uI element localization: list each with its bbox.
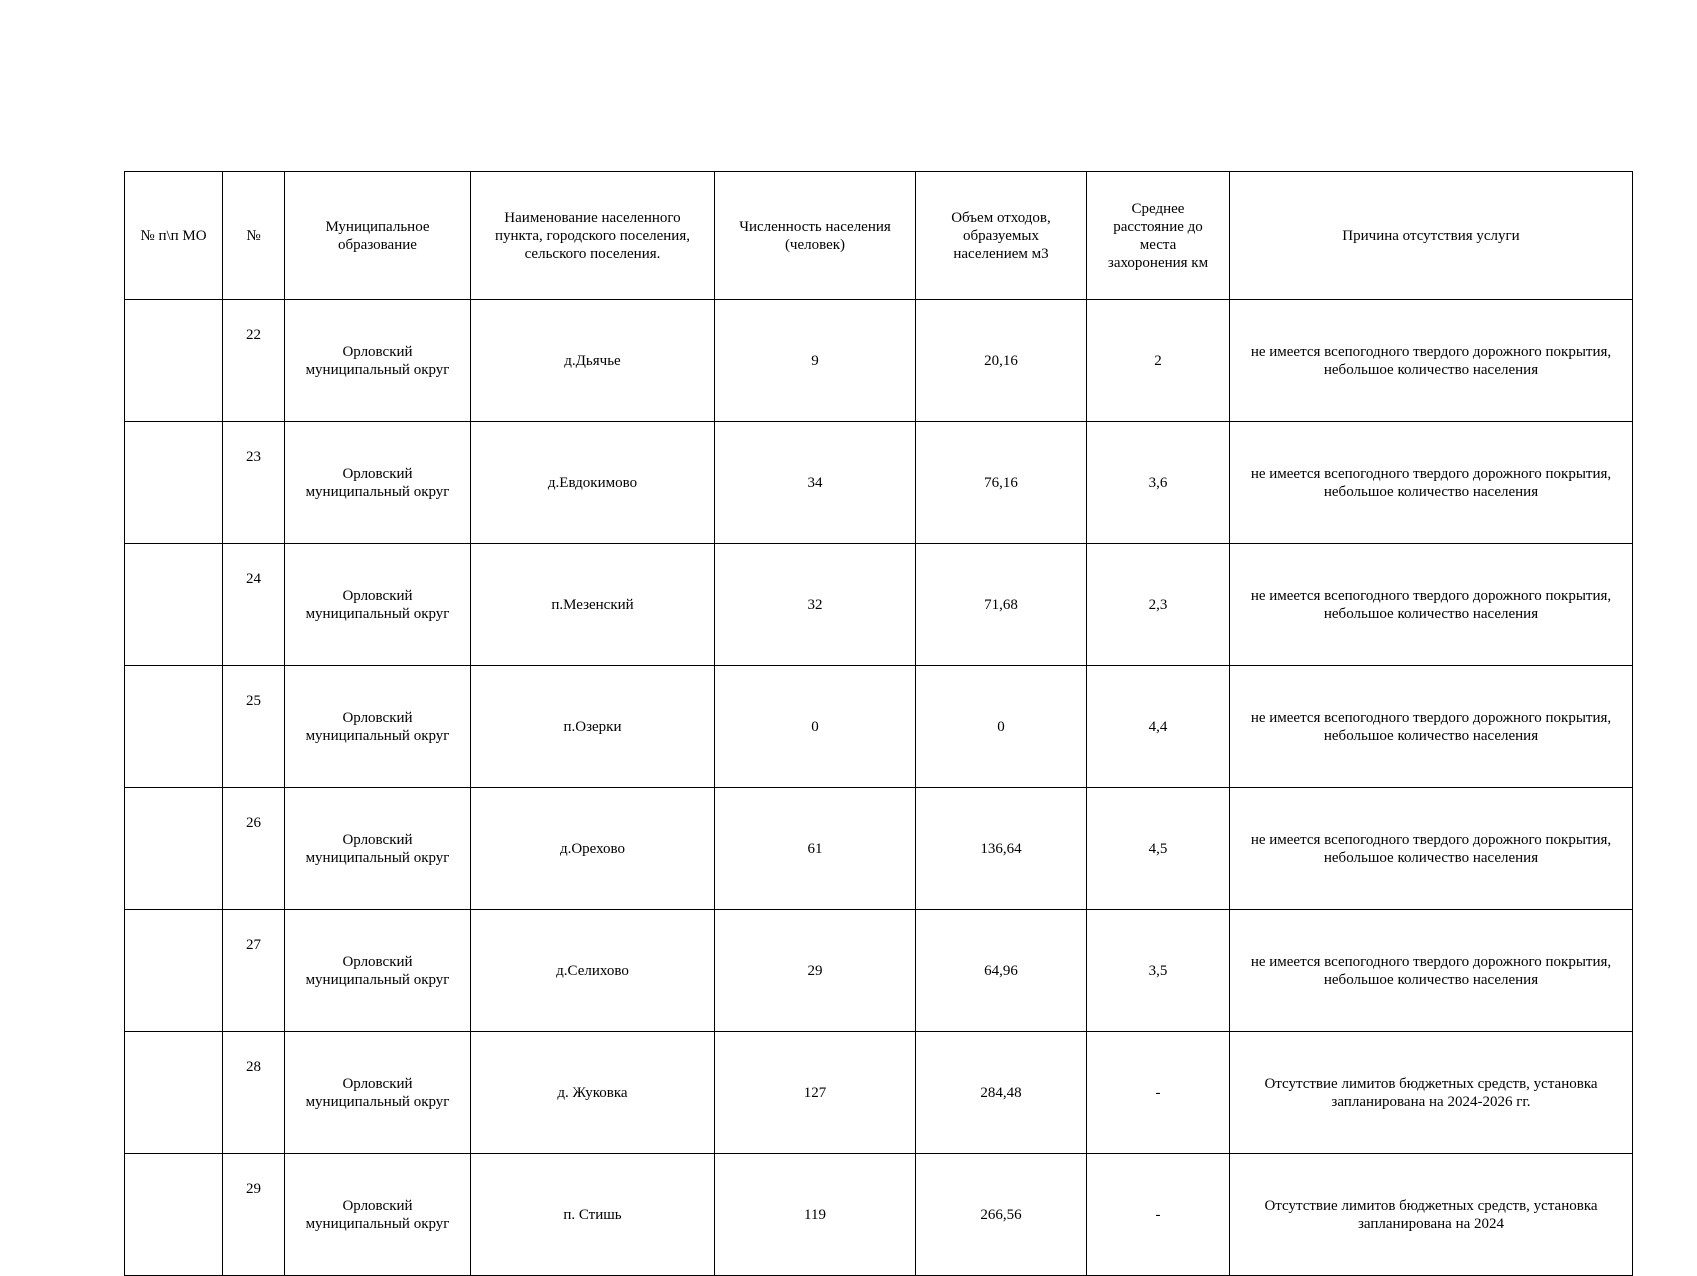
cell-mo-number <box>125 422 223 544</box>
cell-population: 0 <box>715 666 916 788</box>
cell-mo-number <box>125 666 223 788</box>
cell-mo-number <box>125 544 223 666</box>
cell-distance: 4,4 <box>1087 666 1230 788</box>
cell-mo-number <box>125 1154 223 1276</box>
cell-reason: не имеется всепогодного твердого дорожного покрытия, небольшое количество населения <box>1230 422 1633 544</box>
cell-waste-volume: 20,16 <box>916 300 1087 422</box>
cell-distance: 2 <box>1087 300 1230 422</box>
cell-waste-volume: 266,56 <box>916 1154 1087 1276</box>
header-distance: Среднее расстояние до места захоронения км <box>1087 172 1230 300</box>
table-row <box>125 788 1633 910</box>
table-row <box>125 1154 1633 1276</box>
table-row <box>125 1032 1633 1154</box>
cell-reason: не имеется всепогодного твердого дорожного покрытия, небольшое количество населения <box>1230 544 1633 666</box>
cell-population: 119 <box>715 1154 916 1276</box>
cell-reason: Отсутствие лимитов бюджетных средств, установка запланирована на 2024 <box>1230 1154 1633 1276</box>
header-row <box>125 172 1633 300</box>
cell-population: 61 <box>715 788 916 910</box>
cell-distance: 3,5 <box>1087 910 1230 1032</box>
cell-number: 22 <box>223 300 285 422</box>
header-reason: Причина отсутствия услуги <box>1230 172 1633 300</box>
table-row <box>125 544 1633 666</box>
cell-population: 29 <box>715 910 916 1032</box>
cell-municipality: Орловский муниципальный округ <box>285 300 471 422</box>
cell-municipality: Орловский муниципальный округ <box>285 1032 471 1154</box>
cell-waste-volume: 64,96 <box>916 910 1087 1032</box>
cell-reason: не имеется всепогодного твердого дорожного покрытия, небольшое количество населения <box>1230 666 1633 788</box>
cell-distance: - <box>1087 1154 1230 1276</box>
table-row <box>125 422 1633 544</box>
cell-municipality: Орловский муниципальный округ <box>285 788 471 910</box>
header-settlement: Наименование населенного пункта, городского поселения, сельского поселения. <box>471 172 715 300</box>
cell-settlement: д.Евдокимово <box>471 422 715 544</box>
cell-population: 34 <box>715 422 916 544</box>
cell-number: 27 <box>223 910 285 1032</box>
cell-settlement: д.Орехово <box>471 788 715 910</box>
cell-number: 29 <box>223 1154 285 1276</box>
cell-reason: Отсутствие лимитов бюджетных средств, установка запланирована на 2024-2026 гг. <box>1230 1032 1633 1154</box>
cell-distance: - <box>1087 1032 1230 1154</box>
cell-settlement: п. Стишь <box>471 1154 715 1276</box>
cell-number: 28 <box>223 1032 285 1154</box>
cell-municipality: Орловский муниципальный округ <box>285 1154 471 1276</box>
cell-distance: 2,3 <box>1087 544 1230 666</box>
cell-number: 24 <box>223 544 285 666</box>
cell-mo-number <box>125 910 223 1032</box>
cell-population: 9 <box>715 300 916 422</box>
cell-distance: 3,6 <box>1087 422 1230 544</box>
cell-municipality: Орловский муниципальный округ <box>285 666 471 788</box>
cell-mo-number <box>125 300 223 422</box>
cell-number: 23 <box>223 422 285 544</box>
cell-settlement: д.Селихово <box>471 910 715 1032</box>
header-population: Численность населения (человек) <box>715 172 916 300</box>
cell-waste-volume: 136,64 <box>916 788 1087 910</box>
cell-reason: не имеется всепогодного твердого дорожного покрытия, небольшое количество населения <box>1230 910 1633 1032</box>
cell-settlement: п.Озерки <box>471 666 715 788</box>
cell-waste-volume: 71,68 <box>916 544 1087 666</box>
cell-number: 25 <box>223 666 285 788</box>
cell-reason: не имеется всепогодного твердого дорожного покрытия, небольшое количество населения <box>1230 300 1633 422</box>
header-mo-number: № п\п МО <box>125 172 223 300</box>
cell-municipality: Орловский муниципальный округ <box>285 422 471 544</box>
cell-waste-volume: 284,48 <box>916 1032 1087 1154</box>
cell-population: 127 <box>715 1032 916 1154</box>
cell-municipality: Орловский муниципальный округ <box>285 544 471 666</box>
header-number: № <box>223 172 285 300</box>
header-waste-volume: Объем отходов, образуемых населением м3 <box>916 172 1087 300</box>
cell-reason: не имеется всепогодного твердого дорожного покрытия, небольшое количество населения <box>1230 788 1633 910</box>
settlements-table <box>124 171 1633 1276</box>
cell-distance: 4,5 <box>1087 788 1230 910</box>
header-municipality: Муниципальное образование <box>285 172 471 300</box>
cell-municipality: Орловский муниципальный округ <box>285 910 471 1032</box>
cell-settlement: д. Жуковка <box>471 1032 715 1154</box>
table-row <box>125 910 1633 1032</box>
cell-waste-volume: 76,16 <box>916 422 1087 544</box>
cell-number: 26 <box>223 788 285 910</box>
table-header <box>125 172 1633 300</box>
table-body <box>125 300 1633 1276</box>
cell-waste-volume: 0 <box>916 666 1087 788</box>
table-row <box>125 666 1633 788</box>
cell-mo-number <box>125 788 223 910</box>
cell-population: 32 <box>715 544 916 666</box>
table-row <box>125 300 1633 422</box>
cell-settlement: п.Мезенский <box>471 544 715 666</box>
cell-mo-number <box>125 1032 223 1154</box>
cell-settlement: д.Дьячье <box>471 300 715 422</box>
